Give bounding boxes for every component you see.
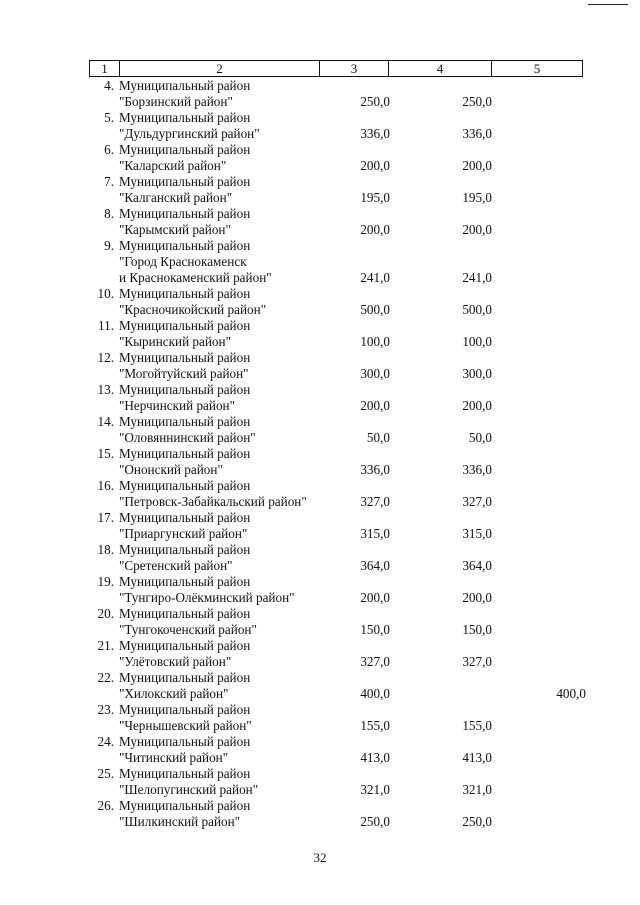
- value-col-3: 241,0: [360, 270, 390, 285]
- row-name-line: Муниципальный район: [119, 78, 251, 93]
- value-col-3: 155,0: [360, 718, 390, 733]
- value-col-4: 195,0: [462, 190, 492, 205]
- table-row: [0, 286, 640, 318]
- row-number: 19.: [97, 574, 114, 589]
- row-name-line: Муниципальный район: [119, 318, 251, 333]
- row-number: 8.: [104, 206, 114, 221]
- value-col-3: 413,0: [360, 750, 390, 765]
- row-number: 15.: [97, 446, 114, 461]
- value-col-3: 364,0: [360, 558, 390, 573]
- row-name: [119, 350, 250, 382]
- value-col-4: 315,0: [462, 526, 492, 541]
- column-header-row: [89, 60, 583, 77]
- value-col-4: 200,0: [462, 222, 492, 237]
- table-row: [0, 174, 640, 206]
- row-name-line: Муниципальный район: [119, 798, 251, 813]
- row-name: [119, 510, 250, 542]
- row-name-line: Муниципальный район: [119, 702, 251, 717]
- table-row: [0, 766, 640, 798]
- row-name: [119, 174, 250, 206]
- value-col-4: 50,0: [468, 430, 492, 445]
- row-name-line: "Петровск-Забайкальский район": [119, 494, 307, 509]
- row-number: 6.: [104, 142, 114, 157]
- value-col-4: 200,0: [462, 590, 492, 605]
- row-number: 17.: [97, 510, 114, 525]
- row-name: [119, 670, 250, 702]
- row-name-line: Муниципальный район: [119, 110, 251, 125]
- row-name-line: Муниципальный район: [119, 638, 251, 653]
- row-name-line: "Шилкинский район": [119, 814, 241, 829]
- table-row: [0, 110, 640, 142]
- row-number: 14.: [97, 414, 114, 429]
- row-name-line: Муниципальный район: [119, 446, 251, 461]
- row-name-line: Муниципальный район: [119, 510, 251, 525]
- value-col-4: 413,0: [462, 750, 492, 765]
- value-col-3: 321,0: [360, 782, 390, 797]
- row-name-line: Муниципальный район: [119, 238, 251, 253]
- value-col-3: 50,0: [366, 430, 390, 445]
- value-col-4: 200,0: [462, 158, 492, 173]
- row-number: 11.: [98, 318, 114, 333]
- row-number: 13.: [97, 382, 114, 397]
- row-name-line: "Могойтуйский район": [119, 366, 249, 381]
- row-name-line: "Ононский район": [119, 462, 223, 477]
- row-name: [119, 446, 250, 478]
- value-col-3: 100,0: [360, 334, 390, 349]
- row-name: [119, 142, 250, 174]
- value-col-4: 327,0: [462, 654, 492, 669]
- row-number: 23.: [97, 702, 114, 717]
- table-row: [0, 670, 640, 702]
- column-header-1: 1: [90, 61, 120, 76]
- value-col-4: 321,0: [462, 782, 492, 797]
- table-row: [0, 798, 640, 830]
- row-name-line: "Хилокский район": [119, 686, 229, 701]
- row-name-line: "Каларский район": [119, 158, 227, 173]
- value-col-4: 364,0: [462, 558, 492, 573]
- table-row: [0, 574, 640, 606]
- row-name: [119, 206, 250, 238]
- row-name-line: Муниципальный район: [119, 542, 251, 557]
- table-row: [0, 142, 640, 174]
- row-name: [119, 478, 307, 510]
- value-col-4: 300,0: [462, 366, 492, 381]
- row-name: [119, 78, 250, 110]
- table-row: [0, 446, 640, 478]
- row-number: 9.: [104, 238, 114, 253]
- row-name-line: Муниципальный район: [119, 174, 251, 189]
- value-col-3: 300,0: [360, 366, 390, 381]
- row-name-line: Муниципальный район: [119, 574, 251, 589]
- value-col-3: 200,0: [360, 398, 390, 413]
- row-name-line: "Улётовский район": [119, 654, 232, 669]
- row-name-line: "Город Краснокаменск: [119, 254, 247, 269]
- table-row: [0, 542, 640, 574]
- value-col-4: 250,0: [462, 814, 492, 829]
- value-col-3: 336,0: [360, 126, 390, 141]
- value-col-4: 336,0: [462, 126, 492, 141]
- row-number: 22.: [97, 670, 114, 685]
- row-name-line: "Чернышевский район": [119, 718, 252, 733]
- value-col-4: 241,0: [462, 270, 492, 285]
- row-name: [119, 734, 250, 766]
- value-col-4: 327,0: [462, 494, 492, 509]
- row-name-line: "Кыринский район": [119, 334, 231, 349]
- row-name-line: Муниципальный район: [119, 414, 251, 429]
- row-name-line: "Читинский район": [119, 750, 229, 765]
- row-name: [119, 638, 250, 670]
- row-name-line: "Борзинский район": [119, 94, 233, 109]
- row-name: [119, 766, 258, 798]
- value-col-3: 195,0: [360, 190, 390, 205]
- value-col-4: 200,0: [462, 398, 492, 413]
- row-name-line: "Тунгиро-Олёкминский район": [119, 590, 295, 605]
- row-number: 10.: [97, 286, 114, 301]
- row-number: 20.: [97, 606, 114, 621]
- row-name-line: "Шелопугинский район": [119, 782, 259, 797]
- row-name-line: "Оловяннинский район": [119, 430, 256, 445]
- table-row: [0, 638, 640, 670]
- row-number: 25.: [97, 766, 114, 781]
- value-col-3: 315,0: [360, 526, 390, 541]
- table-row: [0, 478, 640, 510]
- value-col-4: 336,0: [462, 462, 492, 477]
- row-name: [119, 238, 272, 286]
- row-number: 4.: [104, 78, 114, 93]
- row-name: [119, 414, 256, 446]
- value-col-5: 400,0: [556, 686, 586, 701]
- row-name-line: Муниципальный район: [119, 382, 251, 397]
- table-row: [0, 606, 640, 638]
- column-header-2: 2: [120, 61, 320, 76]
- row-name-line: "Дульдургинский район": [119, 126, 260, 141]
- row-name-line: Муниципальный район: [119, 734, 251, 749]
- value-col-4: 500,0: [462, 302, 492, 317]
- row-name-line: "Калганский район": [119, 190, 233, 205]
- row-name: [119, 286, 266, 318]
- table-row: [0, 318, 640, 350]
- row-name: [119, 542, 250, 574]
- value-col-3: 500,0: [360, 302, 390, 317]
- value-col-3: 250,0: [360, 814, 390, 829]
- value-col-4: 155,0: [462, 718, 492, 733]
- row-name: [119, 606, 257, 638]
- row-name-line: Муниципальный район: [119, 766, 251, 781]
- row-number: 26.: [97, 798, 114, 813]
- row-name-line: "Карымский район": [119, 222, 231, 237]
- row-number: 18.: [97, 542, 114, 557]
- row-name-line: Муниципальный район: [119, 142, 251, 157]
- column-header-5: 5: [533, 61, 541, 76]
- table-row: [0, 414, 640, 446]
- column-header-4: 4: [389, 61, 492, 76]
- row-number: 24.: [97, 734, 114, 749]
- row-number: 16.: [97, 478, 114, 493]
- value-col-4: 100,0: [462, 334, 492, 349]
- row-name-line: Муниципальный район: [119, 286, 251, 301]
- column-header-3: 3: [320, 61, 389, 76]
- page-number: 32: [313, 850, 327, 865]
- value-col-3: 327,0: [360, 494, 390, 509]
- table-row: [0, 78, 640, 110]
- row-name-line: Муниципальный район: [119, 606, 251, 621]
- row-name-line: "Приаргунский район": [119, 526, 248, 541]
- value-col-4: 150,0: [462, 622, 492, 637]
- row-name-line: и Краснокаменский район": [119, 270, 272, 285]
- table-row: [0, 382, 640, 414]
- row-name: [119, 382, 250, 414]
- row-name: [119, 110, 260, 142]
- row-number: 7.: [104, 174, 114, 189]
- row-name-line: Муниципальный район: [119, 670, 251, 685]
- value-col-3: 327,0: [360, 654, 390, 669]
- row-name-line: "Тунгокоченский район": [119, 622, 257, 637]
- value-col-3: 200,0: [360, 222, 390, 237]
- table-row: [0, 350, 640, 382]
- row-name-line: "Красночикойский район": [119, 302, 267, 317]
- table-row: [0, 510, 640, 542]
- table-row: [0, 734, 640, 766]
- row-number: 12.: [97, 350, 114, 365]
- row-name: [119, 318, 250, 350]
- value-col-4: 250,0: [462, 94, 492, 109]
- value-col-3: 150,0: [360, 622, 390, 637]
- row-number: 5.: [104, 110, 114, 125]
- row-name-line: Муниципальный район: [119, 350, 251, 365]
- table-row: [0, 702, 640, 734]
- value-col-3: 200,0: [360, 158, 390, 173]
- table-row: [0, 238, 640, 286]
- value-col-3: 400,0: [360, 686, 390, 701]
- row-name: [119, 702, 252, 734]
- row-name: [119, 798, 250, 830]
- table-body: [0, 78, 640, 830]
- value-col-3: 336,0: [360, 462, 390, 477]
- row-name-line: "Сретенский район": [119, 558, 233, 573]
- row-name: [119, 574, 295, 606]
- row-name-line: Муниципальный район: [119, 478, 251, 493]
- table-row: [0, 206, 640, 238]
- row-name-line: "Нерчинский район": [119, 398, 235, 413]
- row-name-line: Муниципальный район: [119, 206, 251, 221]
- value-col-3: 250,0: [360, 94, 390, 109]
- value-col-3: 200,0: [360, 590, 390, 605]
- corner-rule: [588, 4, 628, 5]
- row-number: 21.: [97, 638, 114, 653]
